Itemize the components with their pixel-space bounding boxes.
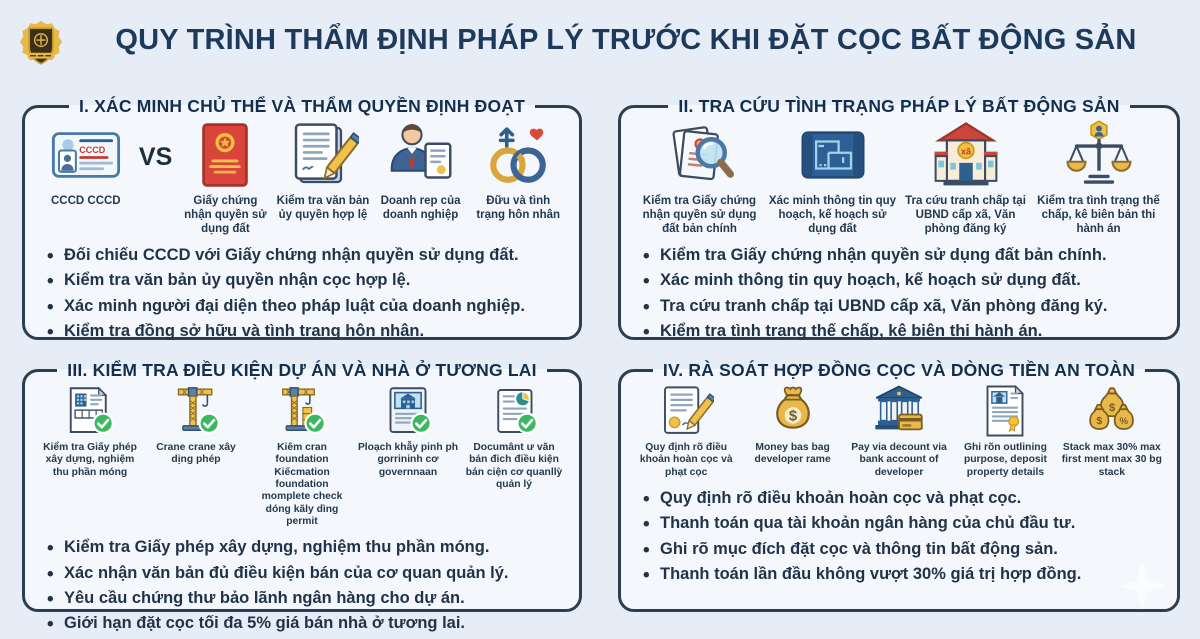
process-step-crane-check bbox=[145, 383, 247, 467]
process-step-building-permit-check bbox=[39, 383, 141, 479]
step-caption: Kiểm tra tình trạng thế chấp, kê biên bản thi hành án bbox=[1037, 195, 1160, 236]
document-pie-check-icon bbox=[486, 383, 542, 439]
panel-legal-status bbox=[618, 96, 1180, 340]
step-caption: Ghi rõn outlining purpose, deposit property details bbox=[963, 442, 1047, 478]
contract-pen-icon bbox=[658, 383, 714, 439]
blueprint-icon bbox=[797, 119, 869, 191]
step-caption: Stack max 30% max first ment max 30 bg stack bbox=[1061, 442, 1162, 478]
process-step-businessman-document bbox=[374, 119, 468, 222]
process-step-wedding-rings bbox=[471, 119, 565, 222]
process-step-commune-building bbox=[901, 119, 1030, 236]
panel-verify-subject bbox=[22, 96, 582, 340]
step-caption: Documânt ư văn bán đich điều kiện bán ciện cơ quanllỳ quản lý bbox=[465, 442, 563, 491]
bullet-point: • Yêu cầu chứng thư bảo lãnh ngân hàng cho dự án. bbox=[47, 586, 567, 611]
process-step-cccd-card bbox=[39, 119, 133, 208]
page-title: QUY TRÌNH THẨM ĐỊNH PHÁP LÝ TRƯỚC KHI ĐẶT CỌC BẤT ĐỘNG SẢN bbox=[115, 24, 1137, 56]
panel-1-icons-row bbox=[37, 117, 567, 236]
panel-1-bullets bbox=[37, 243, 567, 344]
step-caption: Quy định rõ điều khoản hoàn cọc và phạt cọc bbox=[639, 442, 733, 478]
panel-2-title: II. TRA CỨU TÌNH TRẠNG PHÁP LÝ BẤT ĐỘNG SẢN bbox=[678, 96, 1120, 116]
process-step-deposit-details bbox=[954, 383, 1056, 479]
step-caption: Ploạch khẫy pinh ph gorrininh cơ governnaan bbox=[357, 442, 459, 478]
shield-badge-icon bbox=[14, 18, 68, 74]
bullet-point: • Xác nhận văn bản đủ điều kiện bán của cơ quan quản lý. bbox=[47, 561, 567, 586]
crane-check-icon bbox=[168, 383, 224, 439]
svg-text:$: $ bbox=[1108, 402, 1115, 414]
step-caption: Kiểm tra văn bản ủy quyền hợp lệ bbox=[276, 195, 370, 222]
bullet-point: • Kiểm tra đồng sở hữu và tình trạng hôn nhân. bbox=[47, 319, 567, 344]
bullet-point: • Giới hạn đặt cọc tối đa 5% giá bán nhà ở tương lai. bbox=[47, 611, 567, 636]
panel-4-title: IV. RÀ SOÁT HỢP ĐỒNG CỌC VÀ DÒNG TIỀN AN TOÀN bbox=[662, 360, 1136, 380]
step-caption: Doanh rep của doanh nghiệp bbox=[380, 195, 461, 222]
panel-3-title: III. KIỂM TRA ĐIỀU KIỆN DỰ ÁN VÀ NHÀ Ở TƯƠNG LAI bbox=[67, 360, 537, 380]
step-caption: Crane crane xây dịng phép bbox=[156, 442, 236, 466]
process-step-justice-scales bbox=[1034, 119, 1163, 236]
process-step-red-certificate-book bbox=[179, 119, 273, 236]
step-caption: Kiểm tra Giấy chứng nhận quyền sử dụng đất bản chính bbox=[642, 195, 757, 236]
process-step-crane-foundation-check bbox=[251, 383, 353, 528]
panel-4-bullets bbox=[633, 486, 1165, 587]
bullet-point: • Ghi rõ mục đích đặt cọc và thông tin bất động sản. bbox=[643, 537, 1165, 562]
svg-text:%: % bbox=[1119, 416, 1128, 428]
panel-1-title: I. XÁC MINH CHỦ THỂ VÀ THẨM QUYỀN ĐỊNH ĐOẠT bbox=[78, 96, 526, 116]
brand-logo-badge bbox=[14, 18, 68, 74]
step-caption: Xác minh thông tin quy hoạch, kế hoạch sử dụng đất bbox=[768, 195, 897, 236]
commune-building-icon bbox=[930, 119, 1002, 191]
svg-text:xã: xã bbox=[960, 146, 971, 157]
panel-deposit-contract bbox=[618, 360, 1180, 612]
bullet-point: • Thanh toán qua tài khoản ngân hàng của chủ đầu tư. bbox=[643, 511, 1165, 536]
step-caption: Money bas bag developer rame bbox=[754, 442, 831, 466]
bullet-point: • Tra cứu tranh chấp tại UBND cấp xã, Văn phòng đăng ký. bbox=[643, 294, 1165, 319]
process-step-money-bags-percent bbox=[1061, 383, 1163, 479]
bullet-point: • Đối chiếu CCCD với Giấy chứng nhận quyền sử dụng đất. bbox=[47, 243, 567, 268]
svg-text:CCCD: CCCD bbox=[79, 144, 106, 155]
panel-project-conditions bbox=[22, 360, 582, 633]
bullet-point: • Xác minh người đại diện theo pháp luật của doanh nghiệp. bbox=[47, 294, 567, 319]
process-step-documents-magnifier bbox=[635, 119, 764, 236]
svg-text:$: $ bbox=[788, 408, 797, 425]
bullet-point: • Xác minh thông tin quy hoạch, kế hoạch sử dụng đất. bbox=[643, 268, 1165, 293]
svg-text:$: $ bbox=[1096, 415, 1103, 428]
crane-foundation-check-icon bbox=[274, 383, 330, 439]
step-caption: Tra cứu tranh chấp tại UBND cấp xã, Văn phòng đăng ký bbox=[905, 195, 1026, 236]
process-step-bank-card bbox=[848, 383, 950, 479]
document-pen-icon bbox=[287, 119, 359, 191]
process-step-money-bag bbox=[741, 383, 843, 467]
panel-3-bullets bbox=[37, 535, 567, 636]
step-caption: Giấy chứng nhận quyền sử dụng đất bbox=[184, 195, 267, 236]
bullet-point: • Kiểm tra Giấy chứng nhận quyền sử dụng đất bản chính. bbox=[643, 243, 1165, 268]
building-permit-check-icon bbox=[62, 383, 118, 439]
red-certificate-book-icon bbox=[189, 119, 261, 191]
process-step-document-pie-check bbox=[463, 383, 565, 491]
documents-magnifier-icon bbox=[664, 119, 736, 191]
justice-scales-icon bbox=[1063, 119, 1135, 191]
bullet-point: • Kiểm tra Giấy phép xây dựng, nghiệm thu phần móng. bbox=[47, 535, 567, 560]
bullet-point: • Kiểm tra tình trạng thế chấp, kê biên thi hành án. bbox=[643, 319, 1165, 344]
step-caption: Pay via decount via bank account of developer bbox=[851, 442, 947, 478]
bullet-point: • Kiểm tra văn bản ủy quyền nhận cọc hợp lệ. bbox=[47, 268, 567, 293]
wedding-rings-icon bbox=[482, 119, 554, 191]
step-caption: CCCD CCCD bbox=[50, 195, 121, 207]
businessman-document-icon bbox=[385, 119, 457, 191]
cccd-card-icon bbox=[50, 119, 122, 191]
panel-2-icons-row bbox=[633, 117, 1165, 236]
process-step-government-approval-check bbox=[357, 383, 459, 479]
money-bag-icon bbox=[765, 383, 821, 439]
step-caption: Đữu và tình trạng hôn nhân bbox=[476, 195, 561, 222]
government-approval-check-icon bbox=[380, 383, 436, 439]
process-step-contract-pen bbox=[635, 383, 737, 479]
vs-label: VS bbox=[138, 143, 173, 171]
bank-card-icon bbox=[871, 383, 927, 439]
panel-3-icons-row bbox=[37, 381, 567, 528]
bullet-point: • Thanh toán lần đầu không vượt 30% giá trị hợp đồng. bbox=[643, 562, 1165, 587]
panel-4-icons-row bbox=[633, 381, 1165, 479]
panel-2-bullets bbox=[633, 243, 1165, 344]
step-caption: Kiểm tra Giấy phép xây dựng, nghiệm thu phần móng bbox=[43, 442, 137, 478]
process-step-document-pen bbox=[276, 119, 370, 222]
money-bags-percent-icon bbox=[1084, 383, 1140, 439]
step-caption: Kiêm cran foundation Kiếcmation foundation momplete check dóng kăly dìng permit bbox=[261, 442, 343, 528]
process-step-blueprint bbox=[768, 119, 897, 236]
bullet-point: • Quy định rõ điều khoản hoàn cọc và phạt cọc. bbox=[643, 486, 1165, 511]
deposit-details-icon bbox=[977, 383, 1033, 439]
